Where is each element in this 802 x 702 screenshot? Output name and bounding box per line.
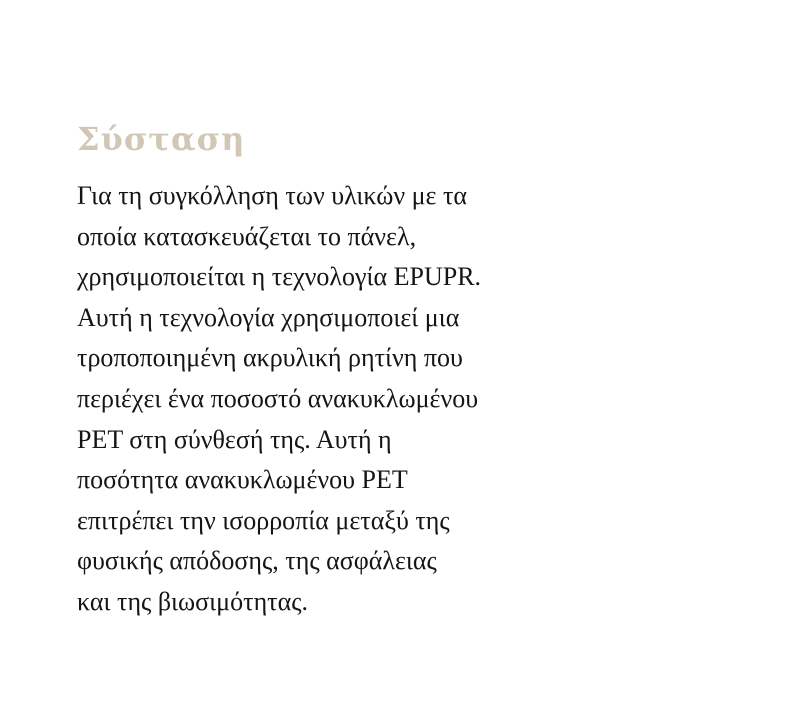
body-line: και της βιωσιμότητας. — [77, 586, 309, 616]
body-line: τροποποιημένη ακρυλική ρητίνη που — [77, 343, 463, 373]
section-body — [77, 176, 637, 623]
body-line: Αυτή η τεχνολογία χρησιμοποιεί μια — [77, 302, 460, 332]
body-line: οποία κατασκευάζεται το πάνελ, — [77, 221, 417, 251]
body-line: επιτρέπει την ισορροπία μεταξύ της — [77, 505, 450, 535]
body-line: ποσότητα ανακυκλωμένου PET — [77, 465, 408, 495]
body-line: Για τη συγκόλληση των υλικών με τα — [77, 181, 468, 210]
body-line: φυσικής απόδοσης, της ασφάλειας — [77, 546, 437, 576]
body-line: PET στη σύνθεσή της. Αυτή η — [77, 424, 392, 454]
body-line: χρησιμοποιείται η τεχνολογία EPUPR. — [77, 262, 482, 292]
body-line: περιέχει ένα ποσοστό ανακυκλωμένου — [77, 383, 479, 413]
composition-section — [77, 114, 637, 623]
section-heading: Σύσταση — [77, 120, 246, 158]
